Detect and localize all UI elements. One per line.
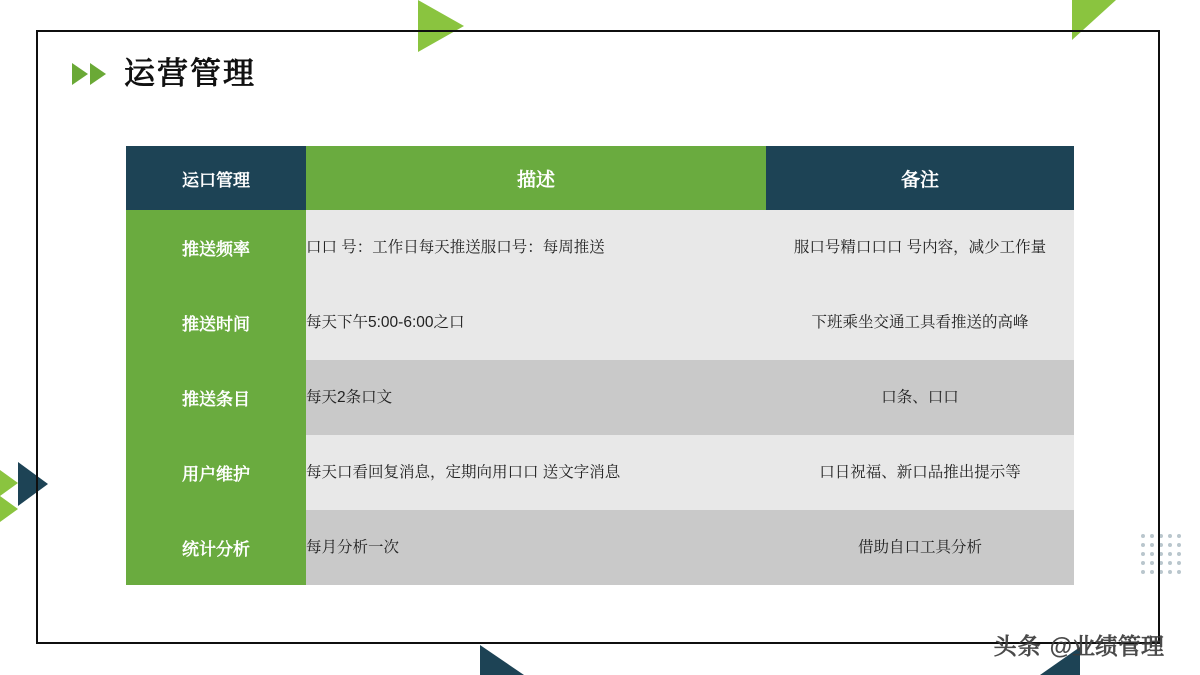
row-remark: 口条、口口 xyxy=(766,360,1074,435)
row-remark: 口日祝福、新口品推出提示等 xyxy=(766,435,1074,510)
table-row xyxy=(126,285,1074,360)
watermark-logo: 头条 xyxy=(993,633,1042,659)
row-remark: 服口号精口口口 号内容，减少工作量 xyxy=(766,210,1074,285)
row-label: 统计分析 xyxy=(126,510,306,585)
row-remark: 借助自口工具分析 xyxy=(766,510,1074,585)
row-description: 每天2条口文 xyxy=(306,360,766,435)
watermark xyxy=(994,628,1164,661)
table-header-row xyxy=(126,146,1074,210)
table-row xyxy=(126,510,1074,585)
watermark-text: @业绩管理 xyxy=(1049,633,1164,659)
row-remark: 下班乘坐交通工具看推送的高峰 xyxy=(766,285,1074,360)
table-row xyxy=(126,360,1074,435)
table-header-category: 运口管理 xyxy=(126,146,306,210)
row-description: 每月分析一次 xyxy=(306,510,766,585)
page-title: 运营管理 xyxy=(124,56,256,91)
operations-table xyxy=(126,146,1074,585)
table-row xyxy=(126,210,1074,285)
row-label: 推送频率 xyxy=(126,210,306,285)
row-label: 推送时间 xyxy=(126,285,306,360)
row-label: 推送条目 xyxy=(126,360,306,435)
row-description: 每天下午5:00-6:00之口 xyxy=(306,285,766,360)
decor-triangle-left-green-upper xyxy=(0,470,18,496)
double-arrow-right-icon xyxy=(72,63,106,85)
decor-triangle-left-green-lower xyxy=(0,496,18,522)
slide-title-row xyxy=(72,58,256,89)
row-description: 口口 号：工作日每天推送服口号：每周推送 xyxy=(306,210,766,285)
table-header-description: 描述 xyxy=(306,146,766,210)
table-row xyxy=(126,435,1074,510)
decor-triangle-bottom-center xyxy=(480,645,524,675)
row-label: 用户维护 xyxy=(126,435,306,510)
row-description: 每天口看回复消息，定期向用口口 送文字消息 xyxy=(306,435,766,510)
table-header-remark: 备注 xyxy=(766,146,1074,210)
